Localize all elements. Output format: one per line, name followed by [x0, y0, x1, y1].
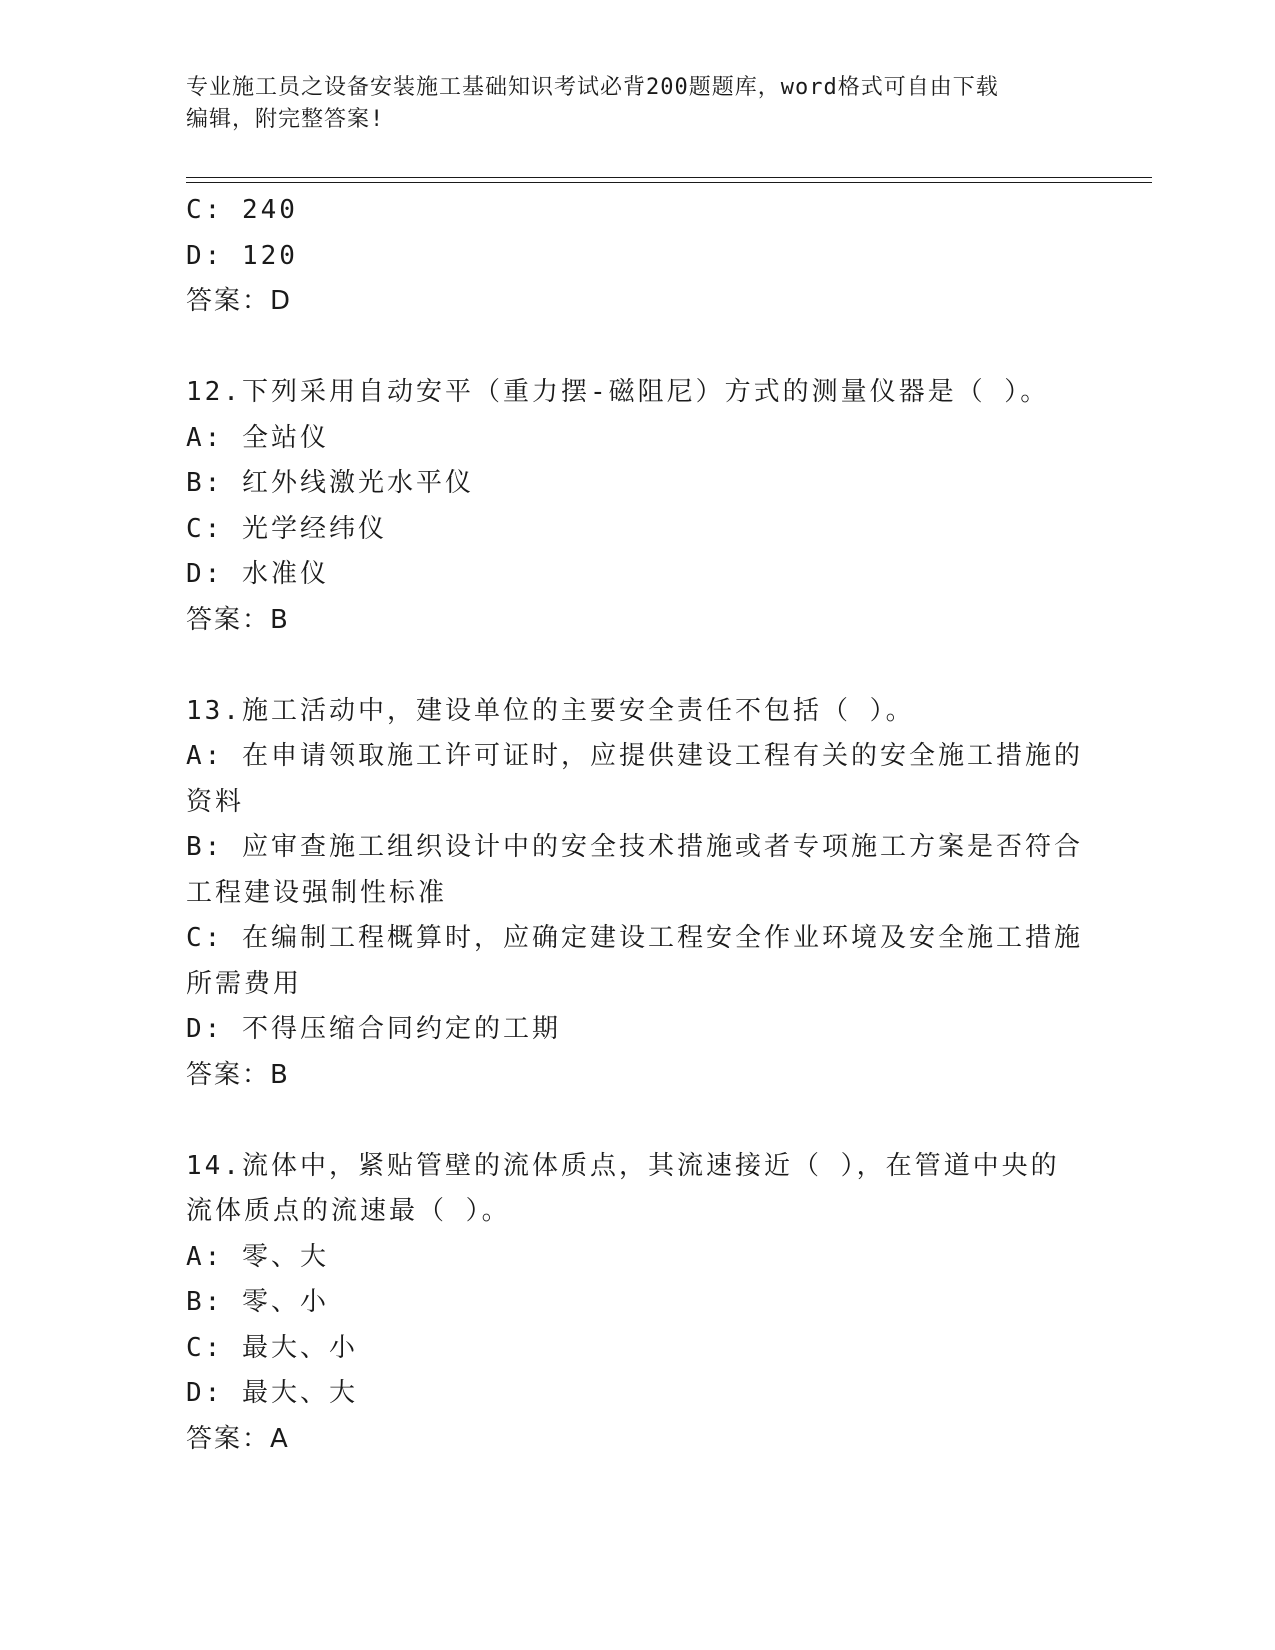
q14-answer: 答案：A: [186, 1423, 290, 1454]
q12-answer: 答案：B: [186, 604, 290, 635]
q13-option-a: A: 在申请领取施工许可证时，应提供建设工程有关的安全施工措施的: [186, 741, 1083, 771]
q13-option-b: B: 应审查施工组织设计中的安全技术措施或者专项施工方案是否符合: [186, 832, 1083, 862]
header-divider-bottom: [186, 182, 1152, 183]
q14-option-b: B: 零、小: [186, 1287, 329, 1317]
header-title-line-2: 编辑，附完整答案!: [186, 107, 385, 132]
spacer: [186, 1098, 1086, 1144]
q11-answer: 答案：D: [186, 286, 293, 316]
q12-stem: 12.下列采用自动安平（重力摆-磁阻尼）方式的测量仪器是（ ）。: [186, 377, 1050, 407]
spacer: [186, 325, 1086, 371]
q12-option-c: C: 光学经纬仪: [186, 513, 387, 544]
q13-option-c: C: 在编制工程概算时，应确定建设工程安全作业环境及安全施工措施: [186, 923, 1083, 953]
q14-stem-cont: 流体质点的流速最（ ）。: [186, 1196, 511, 1226]
q11-option-d: D: 120: [186, 240, 298, 271]
q14-option-a: A: 零、大: [186, 1241, 329, 1272]
q12-option-a: A: 全站仪: [186, 422, 329, 453]
page-header: [186, 72, 1066, 136]
q12-option-b: B: 红外线激光水平仪: [186, 468, 474, 498]
q13-answer: 答案：B: [186, 1059, 290, 1090]
q14-stem: 14.流体中，紧贴管壁的流体质点，其流速接近（ ），在管道中央的: [186, 1150, 1060, 1181]
q12-option-d: D: 水准仪: [186, 559, 329, 589]
spacer: [186, 643, 1086, 689]
q13-option-d: D: 不得压缩合同约定的工期: [186, 1014, 561, 1044]
question-content: [186, 188, 1086, 1462]
q11-option-c: C: 240: [186, 195, 298, 225]
header-title-line-1: 专业施工员之设备安装施工基础知识考试必背200题题库，word格式可自由下载: [186, 75, 999, 100]
q13-stem: 13.施工活动中，建设单位的主要安全责任不包括（ ）。: [186, 695, 915, 726]
q13-option-a-cont: 资料: [186, 786, 245, 817]
q13-option-b-cont: 工程建设强制性标准: [186, 877, 448, 908]
q14-option-d: D: 最大、大: [186, 1378, 358, 1408]
q13-option-c-cont: 所需费用: [186, 968, 303, 999]
header-divider-top: [186, 177, 1152, 178]
q14-option-c: C: 最大、小: [186, 1332, 358, 1363]
